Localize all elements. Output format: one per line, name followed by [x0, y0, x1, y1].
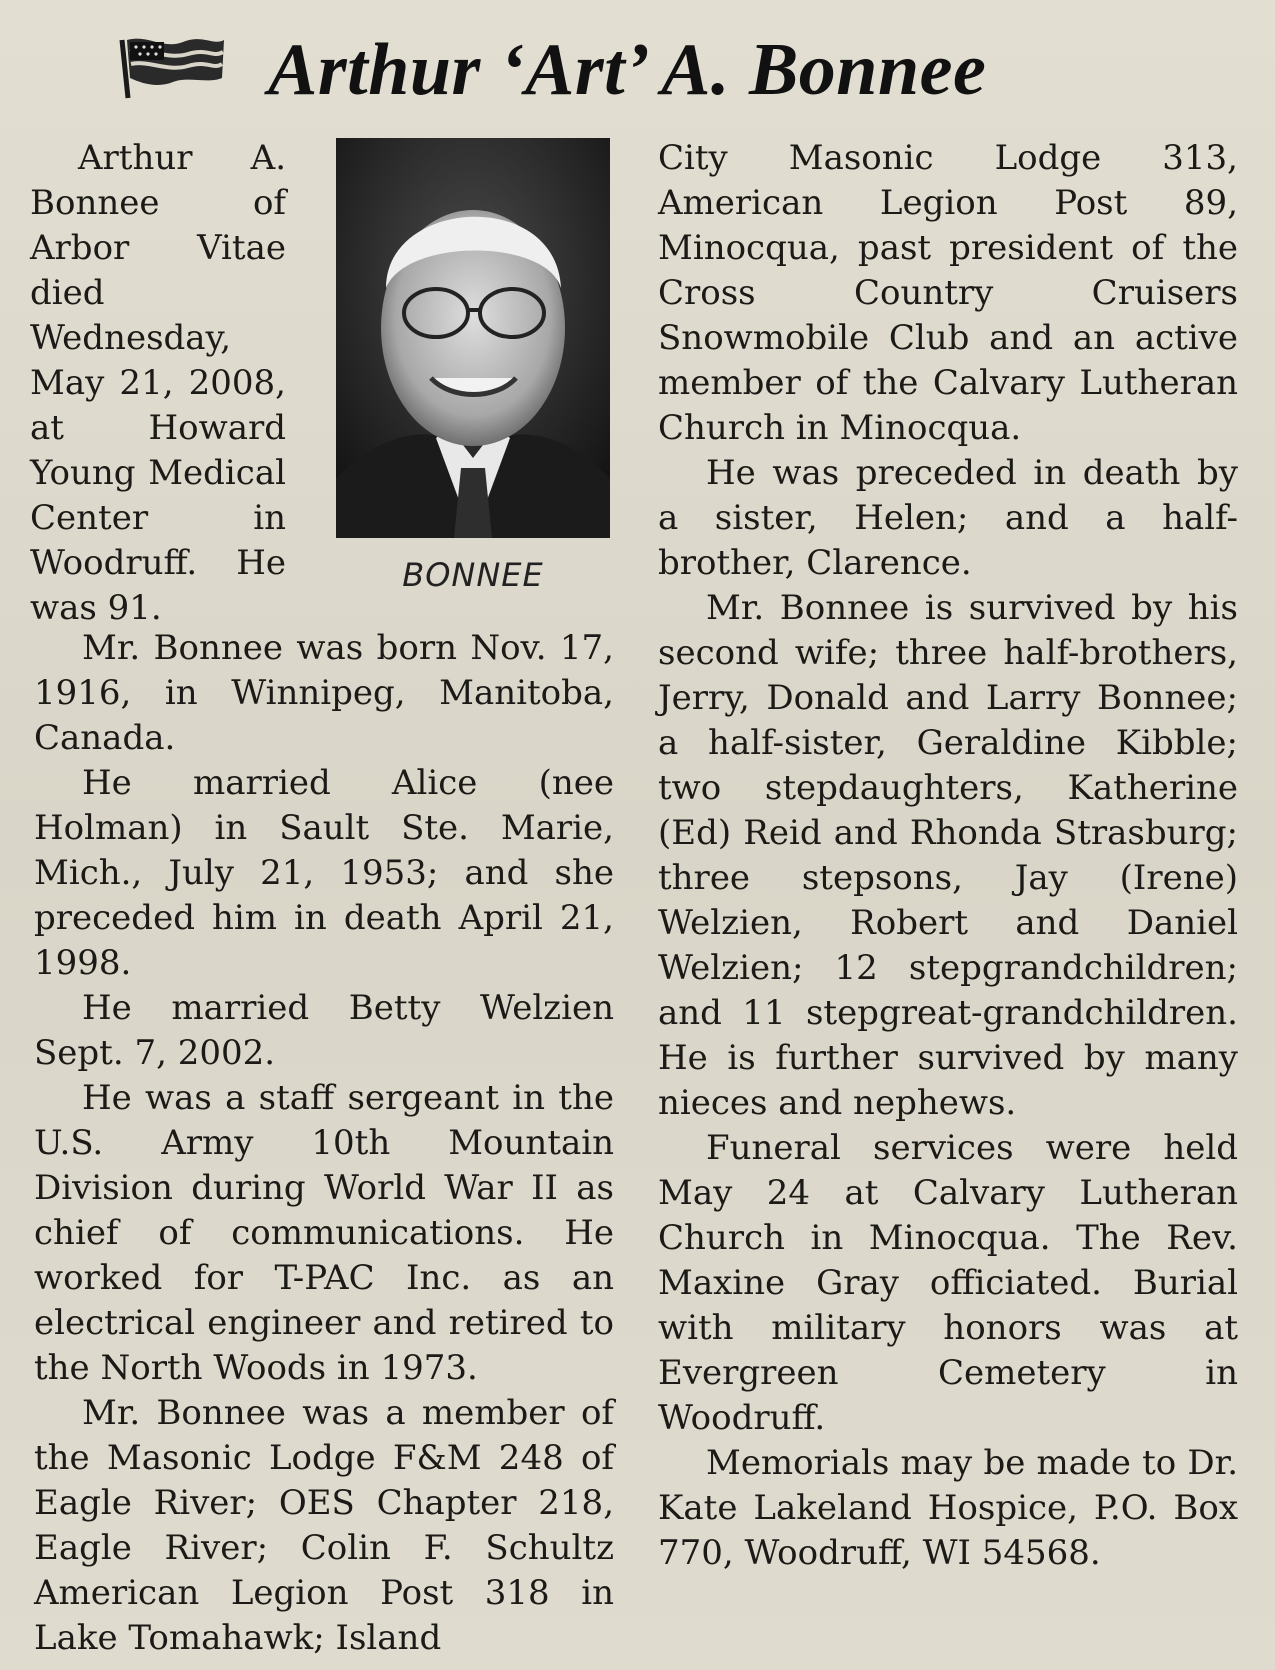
portrait-photo	[336, 138, 610, 538]
paragraph-memberships-continued: City Masonic Lodge 313, American Legion Post 89, Minocqua, past president of the Cross Country Cruisers Snowmobile Club and an active member of the Calvary Lutheran Church in Minocqua.	[658, 138, 1238, 448]
headline-title: Arthur ‘Art’ A. Bonnee	[268, 29, 987, 111]
headline	[0, 18, 1275, 128]
paragraph-memorials: Memorials may be made to Dr. Kate Lakeland Hospice, P.O. Box 770, Woodruff, WI 54568.	[658, 1443, 1238, 1573]
paragraph-first-marriage: He married Alice (nee Holman) in Sault Ste. Marie, Mich., July 21, 1953; and she preceded him in death April 21, 1998.	[34, 763, 614, 983]
photo-caption: BONNEE	[402, 556, 544, 594]
paragraph-birth: Mr. Bonnee was born Nov. 17, 1916, in Winnipeg, Manitoba, Canada.	[34, 628, 614, 758]
paragraph-preceded: He was preceded in death by a sister, Helen; and a half-brother, Clarence.	[658, 453, 1238, 583]
portrait-illustration	[336, 138, 610, 538]
paragraph-military-career: He was a staff sergeant in the U.S. Army 10th Mountain Division during World War II as chief of communications. He worked for T-PAC Inc. as an electrical engineer and retired to the North Woods in 1973.	[34, 1078, 614, 1388]
flag-icon	[118, 32, 228, 102]
left-column	[34, 626, 614, 1661]
left-column-top	[30, 136, 286, 631]
right-column	[658, 136, 1238, 1576]
paragraph-second-marriage: He married Betty Welzien Sept. 7, 2002.	[34, 988, 614, 1073]
paragraph-death-notice: Arthur A. Bonnee of Arbor Vitae died Wednesday, May 21, 2008, at Howard Young Medical Center in Woodruff. He was 91.	[30, 138, 286, 628]
paragraph-memberships: Mr. Bonnee was a member of the Masonic Lodge F&M 248 of Eagle River; OES Chapter 218, Eagle River; Colin F. Schultz American Legion Post 318 in Lake Tomahawk; Island	[34, 1393, 614, 1658]
paragraph-funeral: Funeral services were held May 24 at Calvary Lutheran Church in Minocqua. The Rev. Maxine Gray officiated. Burial with military honors was at Evergreen Cemetery in Woodruff.	[658, 1128, 1238, 1438]
paragraph-survivors: Mr. Bonnee is survived by his second wife; three half-brothers, Jerry, Donald and Larry Bonnee; a half-sister, Geraldine Kibble; two stepdaughters, Katherine (Ed) Reid and Rhonda Strasburg; three stepsons, Jay (Irene) Welzien, Robert and Daniel Welzien; 12 stepgrandchildren; and 11 stepgreat-grandchildren. He is further survived by many nieces and nephews.	[658, 588, 1238, 1123]
